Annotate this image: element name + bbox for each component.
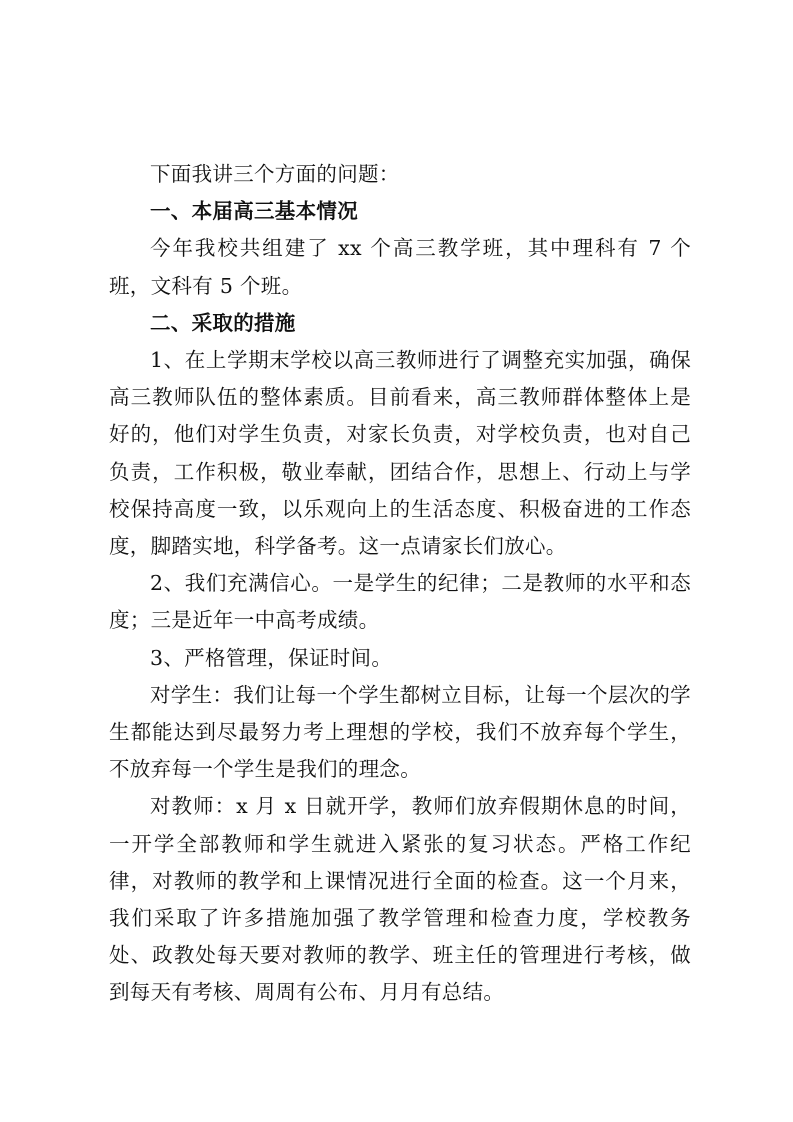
intro-paragraph: 下面我讲三个方面的问题： <box>150 162 400 186</box>
paragraph-measure-2: 2、我们充满信心。一是学生的纪律；二是教师的水平和态度；三是近年一中高考成绩。 <box>109 571 691 633</box>
paragraph-students: 对学生：我们让每一个学生都树立目标，让每一个层次的学生都能达到尽最努力考上理想的学校，我们不放弃每个学生，不放弃每一个学生是我们的理念。 <box>109 682 691 782</box>
paragraph-measure-1: 1、在上学期末学校以高三教师进行了调整充实加强，确保高三教师队伍的整体素质。目前看来，高三教师群体整体上是好的，他们对学生负责，对家长负责，对学校负责，也对自己负责，工作积极，敬业奉献，团结合作，思想上、行动上与学校保持高度一致，以乐观向上的生活态度、积极奋进的工作态度，脚踏实地，科学备考。这一点请家长们放心。 <box>109 348 691 559</box>
paragraph-class-count: 今年我校共组建了 xx 个高三教学班，其中理科有 7 个班，文科有 5 个班。 <box>109 236 691 298</box>
section-heading-1: 一、本届高三基本情况 <box>150 199 358 224</box>
paragraph-measure-3: 3、严格管理，保证时间。 <box>150 645 393 670</box>
document-page <box>109 156 691 1012</box>
section-heading-2: 二、采取的措施 <box>150 310 296 335</box>
paragraph-teachers: 对教师：x 月 x 日就开学，教师们放弃假期休息的时间，一开学全部教师和学生就进入紧张的复习状态。严格工作纪律，对教师的教学和上课情况进行全面的检查。这一个月来，我们采取了许多措施加强了教学管理和检查力度，学校教务处、政教处每天要对教师的教学、班主任的管理进行考核，做到每天有考核、周周有公布、月月有总结。 <box>109 794 691 1005</box>
